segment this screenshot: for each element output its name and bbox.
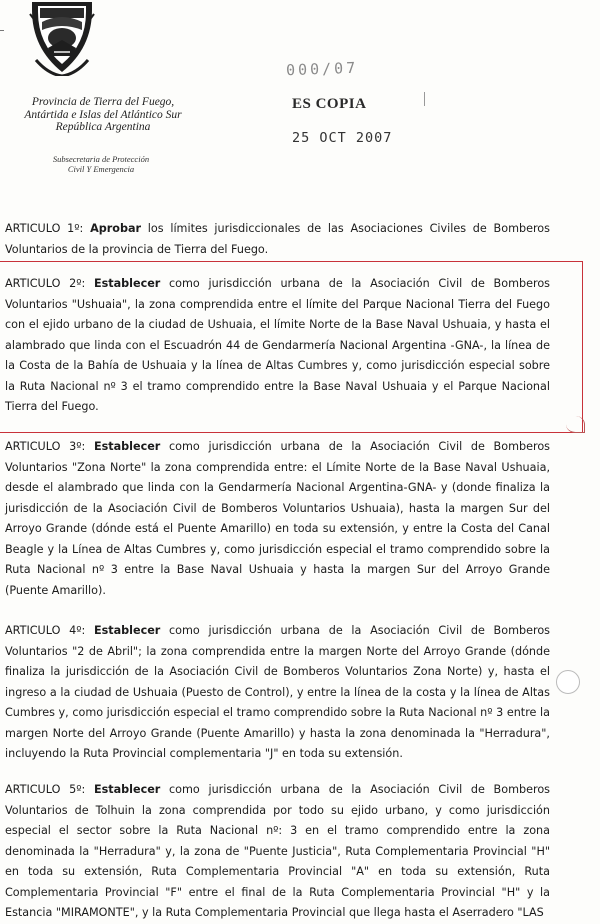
- article-text: como jurisdicción urbana de la Asociación Civil de Bomberos Voluntarios "2 de Abril"; la zona comprendida entre la margen Norte del Arroyo Grande (dónde finaliza la jurisdicción de la Asociación Civil de Bomberos Voluntarios Zona Norte) y, hasta el ingreso a la ciudad de Ushuaia (Puesto de Control), y entre la línea de la costa y la línea de Altas Cumbres y, como jurisdicción especial el tramo comprendido sobre la Ruta Nacional nº 3 entre la margen Norte del Arroyo Grande (Puente Amarillo) y hasta la zona denominada la "Herradura", incluyendo la Ruta Provincial complementaria "J" en toda su extensión.: [5, 624, 550, 760]
- subsecretaria-line: Subsecretaria de Protección: [52, 154, 150, 164]
- article-heading: ARTICULO 3º:: [5, 440, 86, 453]
- article-text: como jurisdicción urbana de la Asociación Civil de Bomberos Voluntarios de Tolhuin la zona comprendida por todo su ejido urbano, y como jurisdicción especial el sector sobre la Ruta Nacional nº: 3 en el tramo comprendido entre la zona denominada la "Herradura" y, la zona de "Puente Justicia", Ruta Complementaria Provincial "H" en toda su extensión, Ruta Complementaria Provincial "A" en toda su extensión, Ruta Complementaria Provincial "F" entre el final de la Ruta Complementaria Provincial "H" y la Estancia "MIRAMONTE", y la Ruta Complementaria Provincial que llega hasta el Aserradero "LAS: [5, 783, 550, 919]
- article-verb: Establecer: [93, 783, 161, 796]
- copy-stamp: ES COPIA: [292, 96, 367, 112]
- article-heading: ARTICULO 2º:: [5, 277, 86, 290]
- article-verb: Establecer: [93, 624, 161, 637]
- article-text: los límites jurisdiccionales de las Asociaciones Civiles de Bomberos Voluntarios de la provincia de Tierra del Fuego.: [5, 222, 550, 256]
- article-verb: Aprobar: [90, 222, 142, 235]
- province-line: Antártida e Islas del Atlántico Sur: [24, 108, 182, 121]
- article-2: [5, 274, 550, 418]
- article-verb: Establecer: [93, 277, 161, 290]
- article-5: [5, 780, 550, 924]
- article-verb: Establecer: [93, 440, 161, 453]
- provincial-coat-of-arms-icon: [26, 0, 98, 76]
- subsecretaria-name: [36, 154, 166, 174]
- article-heading: ARTICULO 5º:: [5, 783, 86, 796]
- article-heading: ARTICULO 1º:: [5, 222, 84, 235]
- article-3: [5, 437, 550, 601]
- article-heading: ARTICULO 4º:: [5, 624, 86, 637]
- province-line: República Argentina: [55, 121, 151, 133]
- province-name: [18, 96, 188, 134]
- article-text: como jurisdicción urbana de la Asociación Civil de Bomberos Voluntarios "Ushuaia", la zona comprendida entre el límite del Parque Nacional Tierra del Fuego con el ejido urbano de la ciudad de Ushuaia, el límite Norte de la Base Naval Ushuaia, y hasta el alambrado que linda con el Escuadrón 44 de Gendarmería Nacional Argentina -GNA-, la línea de la Costa de la Bahía de Ushuaia y la línea de Altas Cumbres y, como jurisdicción especial sobre la Ruta Nacional nº 3 el tramo comprendido entre la Base Naval Ushuaia y el Parque Nacional Tierra del Fuego.: [5, 277, 550, 413]
- subsecretaria-line: Civil Y Emergencia: [67, 164, 135, 174]
- article-1: [5, 219, 550, 260]
- pen-mark: [424, 92, 425, 106]
- punch-hole: [556, 670, 580, 694]
- box-corner-mark: [566, 416, 585, 433]
- margin-mark: [0, 30, 4, 31]
- letterhead: [0, 0, 600, 210]
- stamp-number: 000/07: [285, 58, 359, 80]
- article-4: [5, 621, 550, 765]
- province-line: Provincia de Tierra del Fuego,: [31, 96, 175, 108]
- date-stamp: 25 OCT 2007: [292, 130, 393, 146]
- article-text: como jurisdicción urbana de la Asociación Civil de Bomberos Voluntarios "Zona Norte" la zona comprendida entre: el Límite Norte de la Base Naval Ushuaia, desde el alambrado que linda con la Gendarmería Nacional Argentina-GNA- y (donde finaliza la jurisdicción de la Asociación Civil de Bomberos Voluntarios Ushuaia), hasta la margen Sur del Arroyo Grande (dónde está el Puente Amarillo) en toda su extensión, y entre la Costa del Canal Beagle y la Línea de Altas Cumbres y, como jurisdicción especial el tramo comprendido sobre la Ruta Nacional nº 3 entre la Base Naval Ushuaia y hasta la margen Sur del Arroyo Grande (Puente Amarillo).: [5, 440, 550, 597]
